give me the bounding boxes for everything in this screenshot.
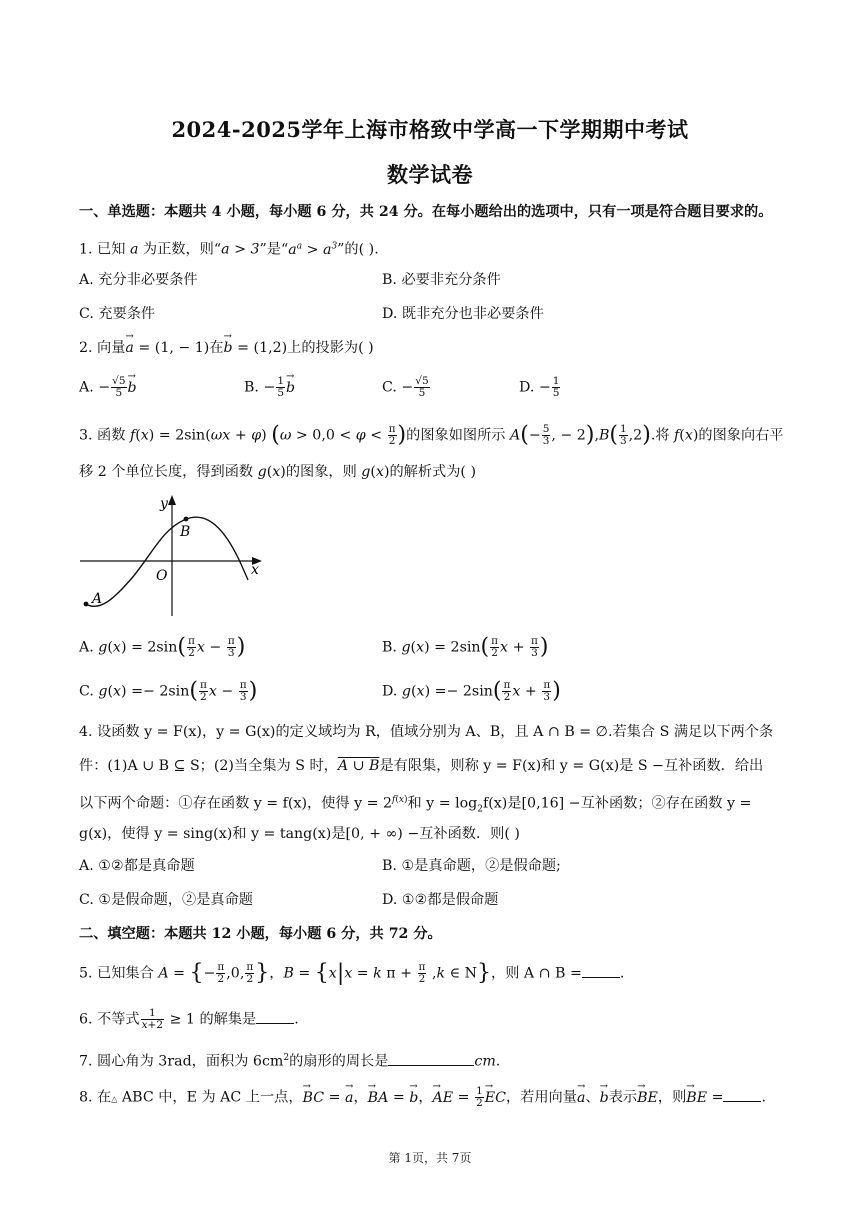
question-4-line-3: 以下两个命题：①存在函数 y = f(x)，使得 $y = 2^{f(x)}$和 $y = \log_2f(x)$是[0,16] −互补函数；②存在函数 y = (79, 795, 752, 815)
question-2-stem: 2. 向量→ a = (1, − 1)在→ b = (1,2)上的投影为( ) (79, 338, 374, 358)
graph-origin-label: O (156, 568, 168, 584)
question-4-line-1: 4. 设函数 y = F(x)，y = G(x)的定义域均为 R，值域分别为 A、B，且 A ∩ B = ∅.若集合 S 满足以下两个条 (79, 724, 774, 740)
graph-point-a-label: A (92, 591, 103, 607)
question-3-option-d: D. g(x) =− 2sin( $\frac{\pi}{2}$ x + $\frac{\pi}{3}$ ) (382, 678, 561, 704)
question-4-line-2: 件：(1)A ∪ B ⊆ S；(2)当全集为 S 时，A ∪ B是有限集，则称 y = F(x)和 y = G(x)是 S −互补函数．给出 (79, 758, 764, 774)
sine-graph (76, 492, 266, 618)
question-3-option-b: B. g(x) = 2sin( $\frac{\pi}{2}$ x + $\frac{\pi}{3}$ ) (382, 634, 549, 660)
exam-title: 2024-2025学年上海市格致中学高一下学期期中考试 (171, 117, 689, 142)
question-3-option-a: A. g(x) = 2sin( $\frac{\pi}{2}$ x − $\frac{\pi}{3}$ ) (79, 634, 246, 660)
question-7: 7. 圆心角为 3rad，面积为 $6cm^2$的扇形的周长是 cm. (79, 1048, 500, 1072)
section-2-heading: 二、填空题：本题共 12 小题，每小题 6 分，共 72 分。 (79, 926, 442, 942)
question-1-option-c: C. 充要条件 (79, 306, 156, 322)
exam-subtitle: 数学试卷 (387, 162, 473, 187)
question-4-option-d: D. ①②都是假命题 (382, 892, 499, 908)
question-2-option-a: A. − $\frac{√5}{5}$ → b (79, 376, 137, 399)
question-4-option-b: B. ①是真命题，②是假命题; (382, 858, 561, 874)
question-3-stem-line-1: 3. 函数 f(x) = 2sin(ωx + φ) (ω > 0,0 < φ < $\frac{\pi}{2}$ )的图象如图所示 A(− $\frac{5}{3}$ , − 2),B( $\frac{1}{3}$ ,2).将 f(x)的图象向右平 (79, 422, 784, 448)
question-3-option-c: C. g(x) =− 2sin( $\frac{\pi}{2}$ x − $\frac{\pi}{3}$ ) (79, 678, 258, 704)
question-1-option-a: A. 充分非必要条件 (79, 272, 198, 288)
question-5: 5. 已知集合 A = {− $\frac{\pi}{2}$ ,0, $\frac{\pi}{2}$ }，B = {x|x = k π + $\frac{\pi}{2}$ ,k ∈ N}，则 A ∩ B = . (79, 960, 625, 986)
graph-point-b-label: B (180, 524, 191, 540)
question-2-option-b: B. − $\frac{1}{5}$ → b (244, 376, 295, 399)
question-1-stem: 1. 已知 a 为正数，则“a > 3”是“$a^a > a^3$”的( ). (79, 241, 379, 258)
question-1-option-d: D. 既非充分也非必要条件 (382, 306, 544, 322)
question-6: 6. 不等式 $\frac{1}{x+2}$ ≥ 1 的解集是 . (79, 1007, 299, 1031)
graph-x-label: x (251, 562, 259, 578)
question-2-option-c: C. − $\frac{√5}{5}$ (382, 375, 429, 399)
page-footer: 第 1页，共 7页 (388, 1151, 472, 1165)
question-4-option-a: A. ①②都是真命题 (79, 858, 195, 874)
graph-y-label: y (160, 496, 168, 512)
question-3-stem-line-2: 移 2 个单位长度，得到函数 g(x)的图象，则 g(x)的解析式为( ) (79, 464, 477, 480)
question-4-line-4: g(x)，使得 y = sing(x)和 y = tang(x)是[0, + ∞) −互补函数．则( ) (79, 826, 520, 842)
question-8: 8. 在△ ABC 中，E 为 AC 上一点，→ BC = → a，→ BA = → b，→ AE = $\frac{1}{2}$ → EC，若用向量→ a、→ b表示→ BE，则→ BE = . (79, 1086, 766, 1110)
question-1-option-b: B. 必要非充分条件 (382, 272, 501, 288)
question-2-option-d: D. − $\frac{1}{5}$ (519, 375, 560, 399)
question-4-option-c: C. ①是假命题，②是真命题 (79, 892, 253, 908)
section-1-heading: 一、单选题：本题共 4 小题，每小题 6 分，共 24 分。在每小题给出的选项中，只有一项是符合题目要求的。 (79, 204, 773, 220)
